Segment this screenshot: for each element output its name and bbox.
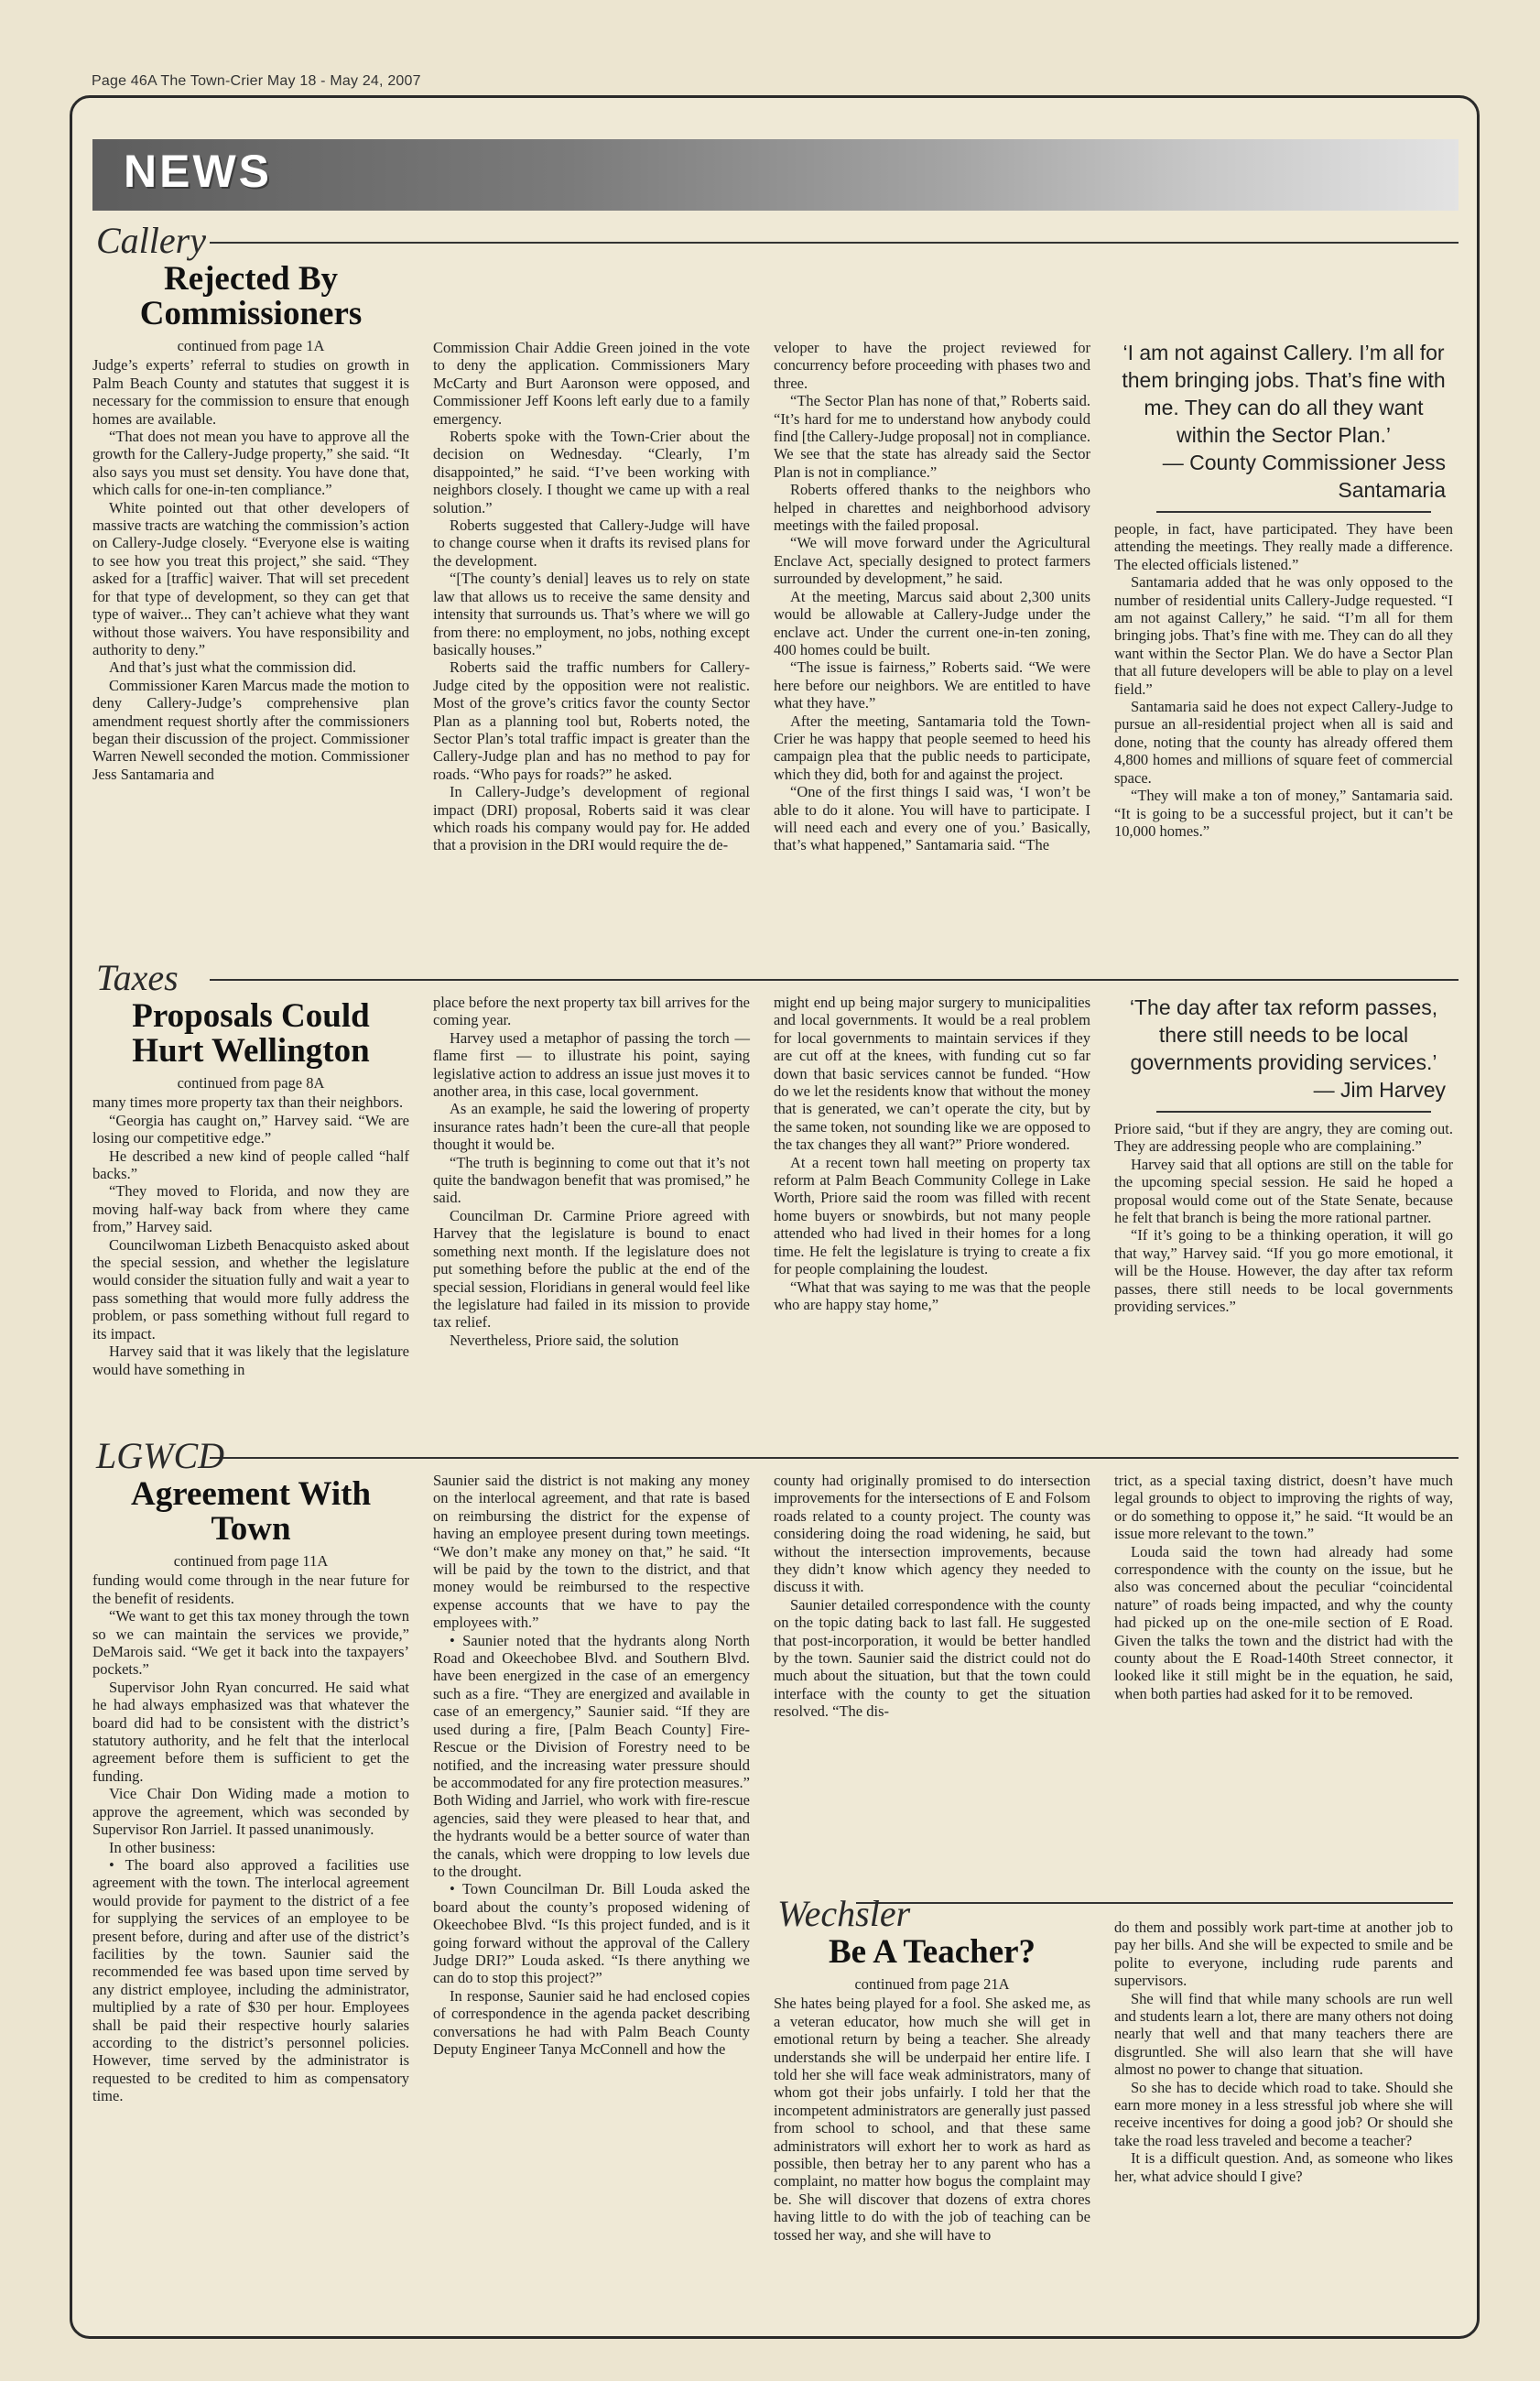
paragraph: “The issue is fairness,” Roberts said. “We were here before our neighbors. We are entitled to have what they have.”: [774, 658, 1090, 712]
paragraph: “[The county’s denial] leaves us to rely on state law that allows us to receive the same density and intensity that surrounds us. That’s where we will go from there: no employment, no jobs, nothing except basically houses.”: [433, 570, 750, 658]
pull-quote: [1114, 339, 1453, 504]
pull-quote-rule: [1156, 511, 1431, 513]
paragraph: trict, as a special taxing district, doesn’t have much legal grounds to object to improving the rights of way, or do something to oppose it,” he said. “It would be an issue more relevant to the town.”: [1114, 1472, 1453, 1543]
story-headline: Be A Teacher?: [828, 1933, 1036, 1971]
paragraph: “If it’s going to be a thinking operation, it will go that way,” Harvey said. “If you go more emotional, it will be the House. However, the day after tax reform passes, there still needs to be local governments providing services.”: [1114, 1226, 1453, 1316]
column-2: [433, 994, 750, 1349]
paragraph: Harvey said that it was likely that the legislature would have something in: [92, 1343, 409, 1378]
paragraph: In Callery-Judge’s development of regional impact (DRI) proposal, Roberts said it was clear which roads his company would pay for. He added that a provision in the DRI would require the de-: [433, 783, 750, 854]
paragraph: Commission Chair Addie Green joined in the vote to deny the application. Commissioners Mary McCarty and Burt Aaronson were opposed, and Commissioner Jeff Koons left early due to a family emergency.: [433, 339, 750, 428]
paragraph: At the meeting, Marcus said about 2,300 units would be allowable at Callery-Judge under the enclave act. Under the current one-in-ten zoning, 400 homes could be built.: [774, 587, 1090, 658]
paragraph: people, in fact, have participated. They have been attending the meetings. They really made a difference. The elected officials listened.”: [1114, 520, 1453, 573]
paragraph: It is a difficult question. And, as someone who likes her, what advice should I give?: [1114, 2149, 1453, 2185]
paragraph: “That does not mean you have to approve all the growth for the Callery-Judge property,” she said. “It also says you must set density. You have done that, which calls for one-in-ten compliance.”: [92, 428, 409, 499]
column-body: [1114, 520, 1453, 840]
paragraph: “They moved to Florida, and now they are moving half-way back from where they came from,” Harvey said.: [92, 1182, 409, 1236]
column-1: [92, 959, 409, 1378]
paragraph: After the meeting, Santamaria told the Town-Crier he was happy that people seemed to heed his campaign plea that the public needs to participate, which they did, both for and against the project.: [774, 712, 1090, 783]
story-kicker: LGWCD: [96, 1435, 225, 1476]
section-banner: [92, 139, 1459, 211]
paragraph: “We will move forward under the Agricultural Enclave Act, specially designed to protect farmers surrounded by development,” he said.: [774, 534, 1090, 588]
paragraph: Saunier said the district is not making any money on the interlocal agreement, and that rate is based on reimbursing the district for the expense of having an employee present during town meetings. “We don’t make any money on that,” he said. “It will be paid by the town to the district, and that money would be reimbursed to the respective expense accounts that we have to pay the employees with.”: [433, 1472, 750, 1632]
paragraph: At a recent town hall meeting on property tax reform at Palm Beach Community College in Lake Worth, Priore said the room was filled with recent home buyers or snowbirds, but not many people attended who had lived in their homes for a long time. He felt the legislature is trying to create a fix for people complaining the loudest.: [774, 1153, 1090, 1278]
story-kicker: Callery: [96, 220, 206, 261]
column-body: [1114, 1120, 1453, 1315]
column-1: [92, 222, 409, 783]
paragraph: • Saunier noted that the hydrants along North Road and Okeechobee Blvd. and Southern Blvd. have been energized in the case of an emergency such as a fire. “They are energized and available in case of an emergency,” Saunier said. “If they are used during a fire, [Palm Beach County] Fire-Rescue or the Division of Forestry need to be notified, and the increasing water pressure should be accommodated for any fire protection measures.” Both Widing and Jarriel, who work with fire-rescue agencies, said they were pleased to hear that, and the hydrants would be a better source of water than the canals, which were dropping to low levels due to the drought.: [433, 1631, 750, 1880]
continued-line: continued from page 8A: [177, 1074, 325, 1092]
paragraph: As an example, he said the lowering of property insurance rates hadn’t been the cure-all that people thought it would be.: [433, 1100, 750, 1154]
paragraph: In other business:: [109, 1838, 216, 1856]
column-body: [774, 1995, 1090, 2244]
paragraph: “One of the first things I said was, ‘I won’t be able to do it alone. You will have to participate. I will need each and every one of you.’ Basically, that’s what happened,” Santamaria said. “The: [774, 783, 1090, 854]
column-body: [774, 1472, 1090, 1721]
paragraph: Priore said, “but if they are angry, they are coming out. They are addressing people who are complaining.”: [1114, 1120, 1453, 1156]
paragraph: She hates being played for a fool. She asked me, as a veteran educator, how much she will get in emotional return by being a teacher. She already understands she will be underpaid her entire life. I told her she will face weak administrators, many of whom got their jobs unfairly. I told her that the incompetent administrators are generally just passed from school to school, and that these same administrators will exhort her to work as hard as possible, then betray her to any parent who has a complaint, no matter how bogus the complaint may be. She will discover that dozens of extra chores having little to do with the job of teaching can be tossed her way, and she will have to: [774, 1995, 1090, 2244]
paragraph: Roberts suggested that Callery-Judge will have to change course when it drafts its revised plans for the development.: [433, 516, 750, 570]
paragraph: In response, Saunier said he had enclosed copies of correspondence in the agenda packet describing conversations he had with Palm Beach County Deputy Engineer Tanya McConnell and how the: [433, 1986, 750, 2058]
story-kicker: Wechsler: [777, 1893, 911, 1934]
column-4: [1114, 1919, 1453, 2185]
paragraph: “The Sector Plan has none of that,” Roberts said. “It’s hard for me to understand how anybody could find [the Callery-Judge proposal] not in compliance. We see that the state has already said the Sector Plan is not in compliance.”: [774, 392, 1090, 481]
paragraph: Supervisor John Ryan concurred. He said what he had always emphasized was that whatever the board did had to be consistent with the district’s statutory authority, and he felt that the interlocal agreement before them is sufficient to get the funding.: [92, 1678, 409, 1785]
paragraph: Santamaria added that he was only opposed to the number of residential units Callery-Judge requested. “I am not against Callery,” he said. “I’m all for them bringing jobs. That’s fine with me. They can do all they want within the Sector Plan. We do have a Sector Plan that all future developers will be able to play on a level field.”: [1114, 573, 1453, 698]
column-body: [774, 994, 1090, 1313]
paragraph: Councilman Dr. Carmine Priore agreed with Harvey that the legislature is bound to enact something next month. If the legislature does not put something before the public at the end of the special session, Floridians in general would feel like the legislature had failed in its mission to provide tax relief.: [433, 1206, 750, 1332]
column-4: [1114, 994, 1453, 1315]
paragraph: She will find that while many schools are run well and students learn a lot, there are many others not doing nearly that well and that many teachers there are disgruntled. She will also learn that she will have almost no power to change that situation.: [1114, 1989, 1453, 2079]
pull-quote: [1114, 994, 1453, 1104]
pull-quote-text: ‘I am not against Callery. I’m all for them bringing jobs. That’s fine with me. They can do all they want within the Sector Plan.’: [1122, 341, 1446, 447]
continued-line: continued from page 1A: [177, 337, 325, 354]
story-headline: Proposals Could Hurt Wellington: [132, 997, 370, 1070]
paragraph: Nevertheless, Priore said, the solution: [450, 1331, 679, 1349]
paragraph: place before the next property tax bill arrives for the coming year.: [433, 994, 750, 1029]
column-3: [774, 1472, 1090, 1721]
paragraph: do them and possibly work part-time at another job to pay her bills. And she will be expected to smile and be polite to everyone, including rude parents and supervisors.: [1114, 1919, 1453, 1990]
column-body: [433, 994, 750, 1349]
paragraph: • The board also approved a facilities use agreement with the town. The interlocal agreement would provide for payment to the district of a fee for supplying the services of an employee to be present before, during and after use of the district’s facilities by the town. Saunier said the recommended fee was based upon time served by any district employee, including the administrator, multiplied by a rate of $30 per hour. Employees shall be paid their respective hourly salaries according to the district’s personnel policies. However, time served by the administrator is requested to be credited to him as compensatory time.: [92, 1855, 409, 2105]
paragraph: • Town Councilman Dr. Bill Louda asked the board about the county’s proposed widening of Okeechobee Blvd. “Is this project funded, and is it going forward without the approval of the Callery Judge DRI?” Louda asked. “Is there anything we can do to stop this project?”: [433, 1880, 750, 1987]
paragraph: So she has to decide which road to take. Should she earn more money in a less stressful job where she will receive incentives for doing a good job? Or should she take the road less traveled and become a teacher?: [1114, 2078, 1453, 2149]
paragraph: Roberts said the traffic numbers for Callery-Judge cited by the opposition were not realistic. Most of the grove’s critics favor the county Sector Plan as a planning tool but, Roberts noted, the Sector Plan’s total traffic impact is greater than the Callery-Judge plan and has no method to pay for roads. “Who pays for roads?” he asked.: [433, 658, 750, 783]
paragraph: Judge’s experts’ referral to studies on growth in Palm Beach County and statutes that suggest it is necessary for the commission to ensure that enough homes are available.: [92, 356, 409, 428]
paragraph: “The truth is beginning to come out that it’s not quite the bandwagon benefit that was promised,” he said.: [433, 1153, 750, 1207]
story-headline: Rejected By Commissioners: [139, 260, 363, 332]
paragraph: might end up being major surgery to municipalities and local governments. It would be a real problem for local governments to maintain services if they are cut off at the knees, with funding cut so far down that basic services cannot be funded. “How do we let the residents know that without the money that is generated, we can’t operate the city, but by the same token, not sounding like we are opposed to the tax changes they all want?” Priore wondered.: [774, 994, 1090, 1154]
column-body: [433, 339, 750, 854]
story-kicker: Taxes: [96, 957, 179, 998]
story-wechsler: [92, 1895, 1459, 2325]
paragraph: And that’s just what the commission did.: [109, 658, 356, 677]
paragraph: Louda said the town had already had some correspondence with the county on the issue, but he also was concerned about the peculiar “coincidental nature” of roads being impacted, and why the county had picked up on the one-mile section of E Road. Given the talks the town and the district had with the county about the E Road-140th Street connector, it looked like it still might be in the equation, he said, when both parties had asked for it to be removed.: [1114, 1542, 1453, 1702]
paragraph: Santamaria said he does not expect Callery-Judge to pursue an all-residential project when all is said and done, noting that the county has already offered them 4,800 homes and millions of square feet of commercial space.: [1114, 698, 1453, 787]
column-4: [1114, 339, 1453, 840]
page-frame: [70, 95, 1480, 2339]
column-3: [774, 339, 1090, 854]
paragraph: funding would come through in the near future for the benefit of residents.: [92, 1571, 409, 1607]
paragraph: Roberts offered thanks to the neighbors who helped in charettes and neighborhood advisory meetings with the failed proposal.: [774, 481, 1090, 535]
continued-line: continued from page 11A: [173, 1552, 329, 1570]
paragraph: Commissioner Karen Marcus made the motion to deny Callery-Judge’s comprehensive plan amendment request shortly after the commissioners began their discussion of the project. Commissioner Warren Newell seconded the motion. Commissioner Jess Santamaria and: [92, 676, 409, 783]
pull-quote-rule: [1156, 1111, 1431, 1113]
paragraph: many times more property tax than their neighbors.: [92, 1093, 404, 1112]
paragraph: Saunier detailed correspondence with the county on the topic dating back to last fall. He suggested that post-incorporation, it would be better handled by the town. Saunier said the district could not do much about the situation, but that the town could interface with the county to get the situation resolved. “The dis-: [774, 1595, 1090, 1721]
paragraph: Roberts spoke with the Town-Crier about the decision on Wednesday. “Clearly, I’m disappointed,” he said. “I’ve been working with neighbors closely. I thought we came up with a real solution.”: [433, 428, 750, 516]
column-body: [92, 1093, 409, 1378]
column-3: [774, 1895, 1090, 2244]
paragraph: “Georgia has caught on,” Harvey said. “We are losing our competitive edge.”: [92, 1111, 409, 1147]
column-body: [1114, 1919, 1453, 2185]
pull-quote-attribution: — Jim Harvey: [1313, 1078, 1446, 1102]
paragraph: Harvey used a metaphor of passing the torch — flame first — to illustrate his point, saying legislative action to address an issue just moves it to another area, in this case, local government.: [433, 1028, 750, 1101]
paragraph: “We want to get this tax money through the town so we can maintain the services we provide,” DeMarois said. “We get it back into the taxpayers’ pockets.”: [92, 1607, 409, 1679]
paragraph: White pointed out that other developers of massive tracts are watching the commission’s action on Callery-Judge closely. “Everyone else is waiting to see how you treat this project,” she said. “They asked for a [traffic] waiver. That will set precedent for that type of development, so they can get that type of waiver... They can’t achieve what they want without those waivers. You have responsibility and authority to deny.”: [92, 498, 409, 658]
column-3: [774, 994, 1090, 1313]
paragraph: Councilwoman Lizbeth Benacquisto asked about the special session, and whether the legislature would consider the situation fully and wait a year to pass something that would more fully address the problem, or pass something without full regard to its impact.: [92, 1235, 409, 1343]
column-2: [433, 339, 750, 854]
column-4: [1114, 1472, 1453, 1702]
paragraph: He described a new kind of people called “half backs.”: [92, 1147, 409, 1183]
paragraph: “They will make a ton of money,” Santamaria said. “It is going to be a successful project, but it can’t be 10,000 homes.”: [1114, 787, 1453, 840]
paragraph: veloper to have the project reviewed for concurrency before proceeding with phases two and three.: [774, 339, 1090, 392]
paragraph: Harvey said that all options are still on the table for the upcoming special session. He said he hoped a proposal would come out of the State Senate, because he felt that branch is being the more rational partner.: [1114, 1155, 1453, 1227]
column-body: [1114, 1472, 1453, 1702]
pull-quote-attribution: — County Commissioner Jess Santamaria: [1162, 451, 1446, 502]
page-folio: Page 46A The Town-Crier May 18 - May 24, 2007: [92, 73, 421, 89]
story-headline: Agreement With Town: [130, 1475, 372, 1548]
paragraph: Vice Chair Don Widing made a motion to approve the agreement, which was seconded by Supervisor Ron Jarriel. It passed unanimously.: [92, 1785, 409, 1839]
paragraph: county had originally promised to do intersection improvements for the intersections of E and Folsom roads related to a county project. The county was considering doing the road widening, he said, but without the intersection improvements, because they didn’t know which agency they needed to discuss it with.: [774, 1472, 1090, 1596]
section-title: NEWS: [124, 146, 272, 197]
column-body: [774, 339, 1090, 854]
story-callery: [92, 222, 1459, 1046]
pull-quote-text: ‘The day after tax reform passes, there still needs to be local governments providing services.’: [1129, 995, 1438, 1074]
paragraph: “What that was saying to me was that the people who are happy stay home,”: [774, 1277, 1090, 1313]
column-body: [92, 356, 409, 783]
continued-line: continued from page 21A: [854, 1975, 1010, 1993]
